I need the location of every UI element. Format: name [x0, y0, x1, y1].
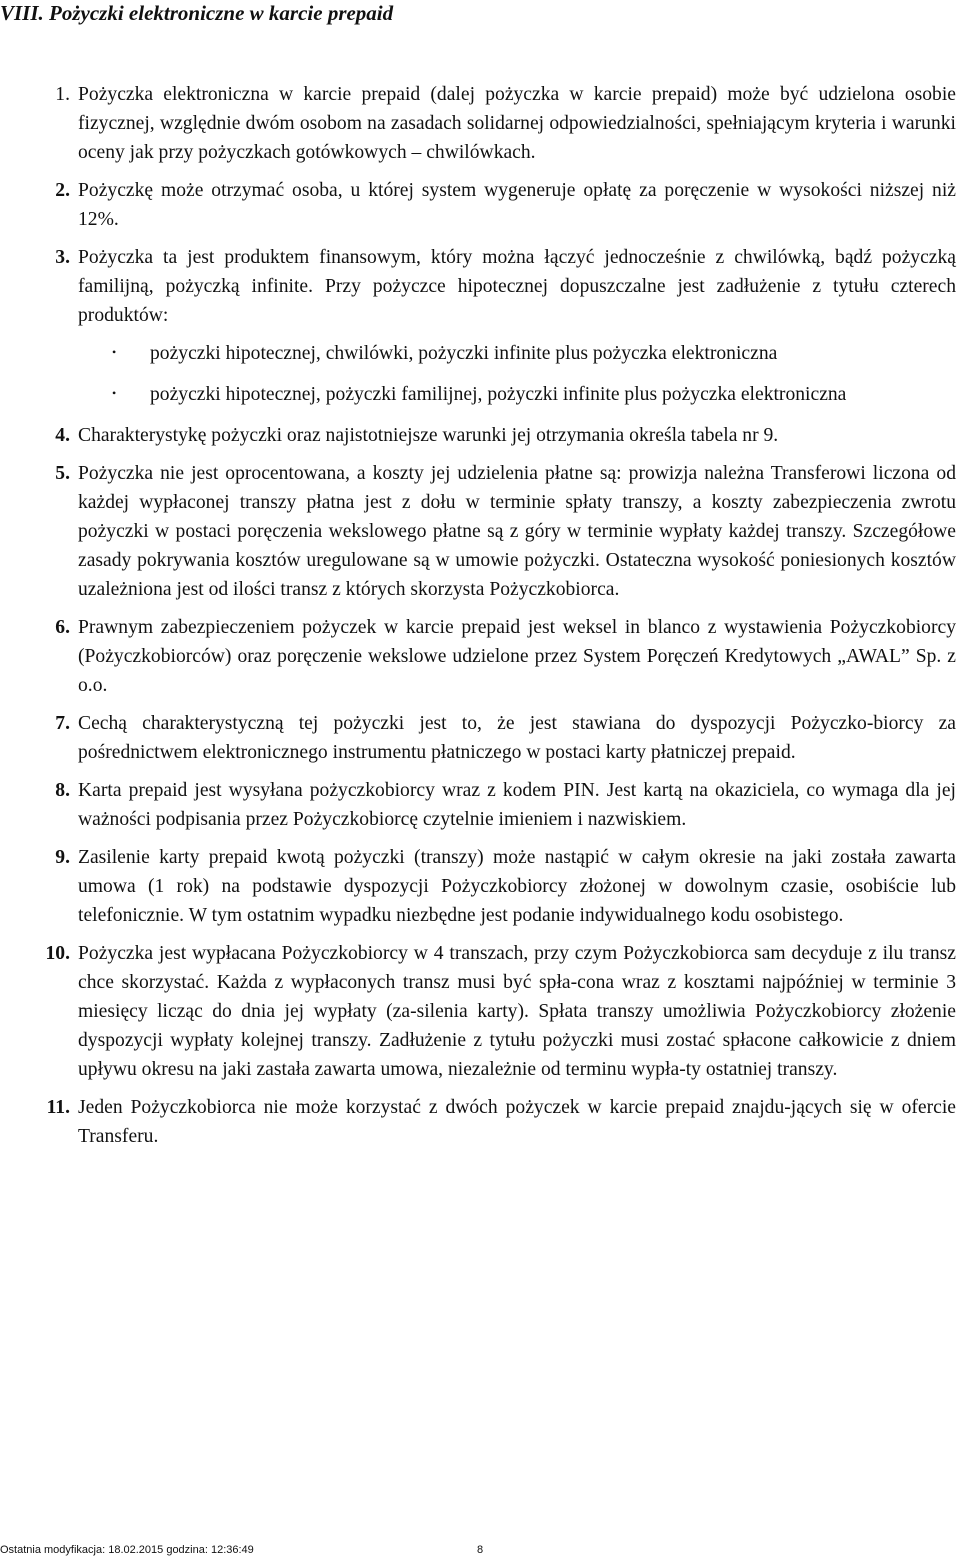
last-modified-text: Ostatnia modyfikacja: 18.02.2015 godzina: 12:36:49: [0, 1544, 254, 1556]
item-text: Karta prepaid jest wysyłana pożyczkobiorcy wraz z kodem PIN. Jest kartą na okaziciela, co wymaga dla jej ważności podpisania przez Pożyczkobiorcę czytelnie imieniem i nazwiskiem.: [78, 780, 956, 830]
item-number: 9.: [55, 847, 70, 868]
list-item-9: [0, 843, 960, 930]
item-number: 3.: [55, 247, 70, 268]
item-text: Pożyczka nie jest oprocentowana, a koszty jej udzielenia płatne są: prowizja należna Transferowi liczona od każdej wypłaconej transzy płatna jest z dołu w terminie spłaty transzy, a koszty zabezpieczenia zwrotu pożyczki w postaci poręczenia wekslowego płatne są z góry w terminie wypłaty każdej transzy. Szczegółowe zasady pokrywania kosztów uregulowane są w umowie pożyczki. Ostateczna wysokość poniesionych kosztów uzależniona jest od ilości transz z których skorzysta Pożyczkobiorca.: [78, 463, 956, 600]
list-item-3: [0, 243, 960, 409]
bullet-item: • pożyczki hipotecznej, pożyczki familijnej, pożyczki infinite plus pożyczka elektroniczna: [78, 380, 956, 409]
item-number: 8.: [55, 780, 70, 801]
item-number: 6.: [55, 617, 70, 638]
bullet-list: [78, 339, 956, 409]
item-text: Pożyczka jest wypłacana Pożyczkobiorcy w 4 transzach, przy czym Pożyczkobiorca sam decyduje z ilu transz chce skorzystać. Każda z wypłaconych transz musi być spła-cona wraz z kosztami najpóźniej w terminie 3 miesięcy licząc do dnia jej wypłaty (za-silenia karty). Spłata transzy umożliwia Pożyczkobiorcy złożenie dyspozycji wypłaty kolejnej transzy. Zadłużenie z tytułu pożyczki musi zostać spłacone całkowicie z dniem upływu okresu na jaki zastała zawarta umowa, niezależnie od terminu wypła-ty ostatniej transzy.: [78, 943, 956, 1080]
item-text: Jeden Pożyczkobiorca nie może korzystać z dwóch pożyczek w karcie prepaid znajdu-jących się w ofercie Transferu.: [78, 1097, 956, 1147]
item-text: Charakterystykę pożyczki oraz najistotniejsze warunki jej otrzymania określa tabela nr 9.: [78, 425, 779, 446]
item-number: 4.: [55, 425, 70, 446]
item-text: Pożyczka ta jest produktem finansowym, który można łączyć jednocześnie z chwilówką, bądź pożyczką familijną, pożyczką infinite. Przy pożyczce hipotecznej dopuszczalne jest zadłużenie z tytułu czterech produktów:: [78, 247, 956, 326]
list-item-7: [0, 709, 960, 767]
list-item-6: [0, 613, 960, 700]
item-number: 11.: [46, 1097, 70, 1118]
list-item-10: [0, 939, 960, 1084]
item-number: 7.: [55, 713, 70, 734]
item-number: 2.: [55, 180, 70, 201]
item-number: 1.: [55, 84, 70, 105]
list-item-5: [0, 459, 960, 604]
list-item-2: [0, 176, 960, 234]
list-item-8: [0, 776, 960, 834]
item-text: Pożyczka elektroniczna w karcie prepaid (dalej pożyczka w karcie prepaid) może być udzielona osobie fizycznej, względnie dwóm osobom na zasadach solidarnej odpowiedzialności, spełniającym kryteria i warunki oceny jak przy pożyczkach gotówkowych – chwilówkach.: [78, 84, 956, 163]
list-item-4: [0, 421, 960, 450]
bullet-item: • pożyczki hipotecznej, chwilówki, pożyczki infinite plus pożyczka elektroniczna: [78, 339, 956, 368]
list-item-1: [0, 80, 960, 167]
item-number: 10.: [45, 943, 70, 964]
item-text: Prawnym zabezpieczeniem pożyczek w karcie prepaid jest weksel in blanco z wystawienia Pożyczkobiorcy (Pożyczkobiorców) oraz poręczenie wekslowe udzielone przez System Poręczeń Kredytowych „AWAL” Sp. z o.o.: [78, 617, 956, 696]
item-text: Cechą charakterystyczną tej pożyczki jest to, że jest stawiana do dyspozycji Pożyczko-biorcy za pośrednictwem elektronicznego instrumentu płatniczego w postaci karty płatniczej prepaid.: [78, 713, 956, 763]
page-footer: [0, 1544, 960, 1556]
numbered-list: [0, 80, 960, 1160]
list-item-11: [0, 1093, 960, 1151]
section-heading: VIII. Pożyczki elektroniczne w karcie prepaid: [0, 1, 394, 25]
item-number: 5.: [55, 463, 70, 484]
item-text: Pożyczkę może otrzymać osoba, u której system wygeneruje opłatę za poręczenie w wysokości niższej niż 12%.: [78, 180, 956, 230]
item-text: Zasilenie karty prepaid kwotą pożyczki (transzy) może nastąpić w całym okresie na jaki została zawarta umowa (1 rok) na podstawie dyspozycji Pożyczkobiorcy złożonej w dowolnym czasie, osobiście lub telefonicznie. W tym ostatnim wypadku niezbędne jest podanie indywidualnego kodu osobistego.: [78, 847, 956, 926]
page-number: 8: [477, 1544, 484, 1556]
